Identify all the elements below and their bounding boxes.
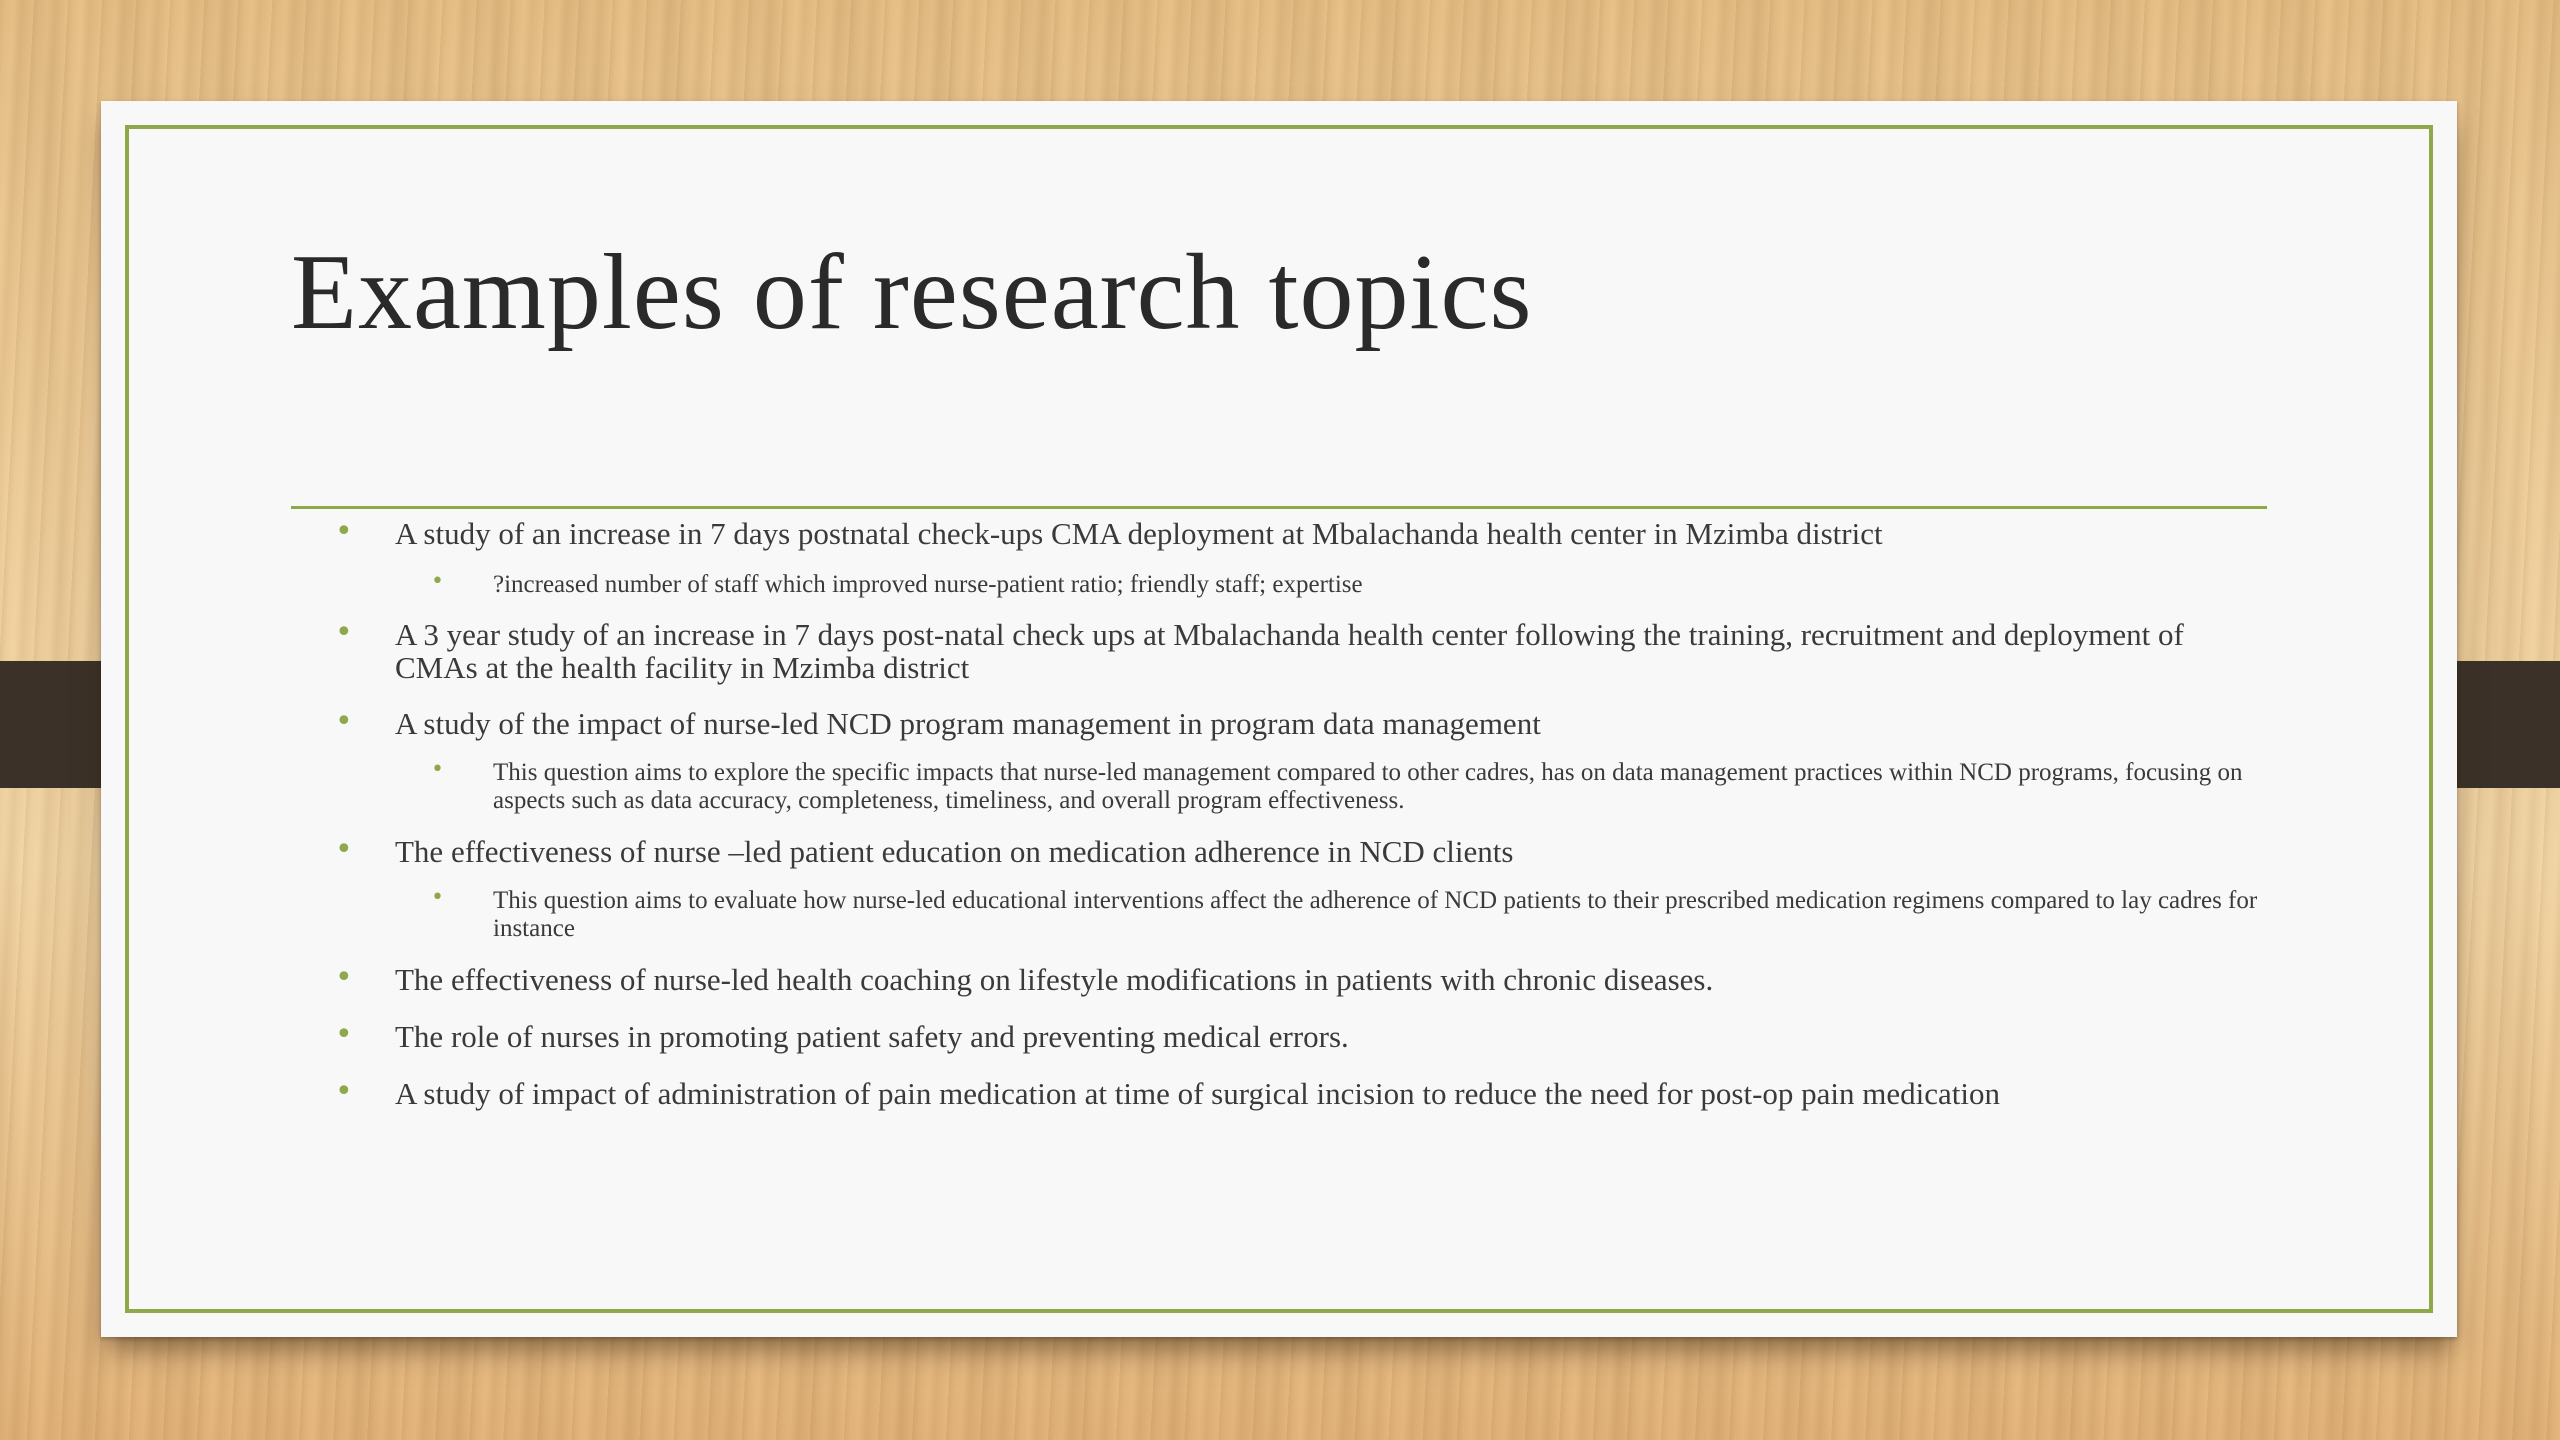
bullet-text: The role of nurses in promoting patient safety and preventing medical errors. (395, 1019, 1349, 1054)
bullet-item (291, 615, 2267, 685)
bullet-text: A study of an increase in 7 days postnatal check-ups CMA deployment at Mbalachanda health center in Mzimba district (395, 516, 1883, 551)
bullet-item (291, 704, 2267, 741)
bullet-text: A 3 year study of an increase in 7 days post-natal check ups at Mbalachanda health center following the training, recruitment and deployment of CMAs at the health facility in Mzimba district (395, 617, 2184, 685)
bullet-text: A study of the impact of nurse-led NCD program management in program data management (395, 706, 1541, 741)
sub-bullet-text: ?increased number of staff which improved nurse-patient ratio; friendly staff; expertise (493, 571, 1363, 598)
bullet-item (291, 832, 2267, 869)
sub-bullet-icon: • (431, 569, 444, 594)
bullet-text: The effectiveness of nurse-led health coaching on lifestyle modifications in patients with chronic diseases. (395, 962, 1714, 997)
bullet-item (291, 1074, 2267, 1111)
bullet-icon: • (335, 1074, 353, 1109)
slide-title: Examples of research topics (291, 233, 1533, 352)
bullet-item (291, 514, 2267, 551)
sub-bullet-item (291, 571, 2267, 599)
sub-bullet-item (291, 759, 2267, 815)
bullet-icon: • (335, 832, 353, 867)
bullet-item (291, 960, 2267, 997)
slide-card (101, 101, 2457, 1337)
bullet-icon: • (335, 960, 353, 995)
sub-bullet-item (291, 887, 2267, 943)
bullet-icon: • (335, 615, 353, 650)
bullet-list (291, 514, 2267, 1111)
sub-bullet-text: This question aims to explore the specific impacts that nurse-led management compared to other cadres, has on data management practices within NCD programs, focusing on aspects such as data accuracy, completeness, timeliness, and overall program effectiveness. (493, 759, 2243, 814)
bullet-text: The effectiveness of nurse –led patient education on medication adherence in NCD clients (395, 834, 1514, 869)
sub-bullet-text: This question aims to evaluate how nurse-led educational interventions affect the adherence of NCD patients to their prescribed medication regimens compared to lay cadres for instance (493, 887, 2258, 942)
sub-bullet-icon: • (431, 757, 444, 782)
sub-bullet-icon: • (431, 885, 444, 910)
title-divider (291, 506, 2267, 509)
bullet-text: A study of impact of administration of pain medication at time of surgical incision to reduce the need for post-op pain medication (395, 1076, 2000, 1111)
bullet-icon: • (335, 514, 353, 549)
bullet-icon: • (335, 1017, 353, 1052)
bullet-icon: • (335, 704, 353, 739)
bullet-item (291, 1017, 2267, 1054)
